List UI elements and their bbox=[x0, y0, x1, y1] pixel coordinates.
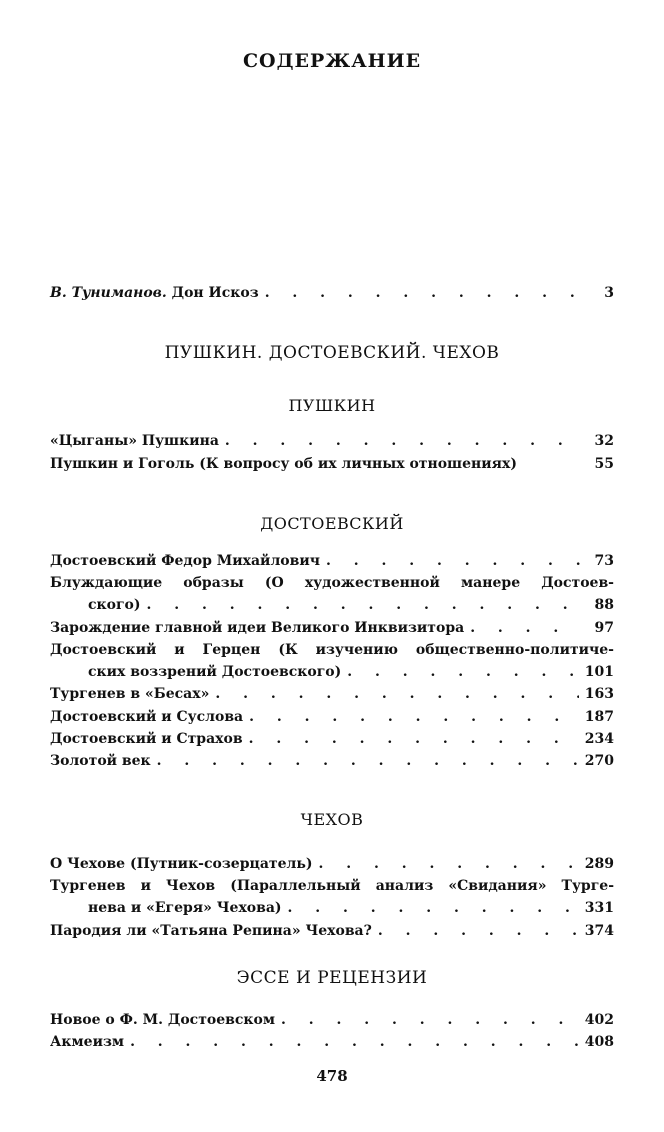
leader-dots bbox=[225, 430, 582, 452]
leader-dots bbox=[326, 550, 582, 572]
entry-page: 163 bbox=[584, 686, 614, 702]
entry-page: 402 bbox=[584, 1012, 614, 1028]
entry-title-line2: ских воззрений Достоевского) bbox=[88, 664, 342, 680]
entry-page: 408 bbox=[584, 1034, 614, 1050]
entry-page: 55 bbox=[594, 456, 614, 472]
toc-entry bbox=[50, 683, 614, 705]
page-number: 478 bbox=[316, 1067, 348, 1085]
entry-page: 270 bbox=[584, 753, 614, 769]
toc-entry-intro bbox=[50, 282, 614, 304]
toc-entry bbox=[50, 1009, 614, 1031]
entry-page: 88 bbox=[594, 597, 614, 613]
toc-entry bbox=[50, 617, 614, 639]
leader-dots bbox=[470, 617, 582, 639]
section-heading-essays: ЭССЕ И РЕЦЕНЗИИ bbox=[236, 968, 428, 988]
leader-dots bbox=[347, 661, 579, 683]
entry-title: Тургенев в «Бесах» bbox=[50, 686, 210, 702]
entry-page: 289 bbox=[584, 856, 614, 872]
entry-title-line1: Блуждающие образы (О художественной манере Достоев- bbox=[50, 575, 614, 591]
toc-entry bbox=[88, 897, 614, 919]
entry-title: Золотой век bbox=[50, 753, 151, 769]
entry-title: Пародия ли «Татьяна Репина» Чехова? bbox=[50, 923, 372, 939]
entry-page: 32 bbox=[594, 433, 614, 449]
entry-page: 97 bbox=[594, 620, 614, 636]
leader-dots bbox=[157, 750, 579, 772]
entry-title: Дон Искоз bbox=[171, 285, 259, 301]
leader-dots bbox=[265, 282, 582, 304]
page-title: СОДЕРЖАНИЕ bbox=[242, 50, 422, 72]
leader-dots bbox=[249, 728, 579, 750]
entry-page: 73 bbox=[594, 553, 614, 569]
toc-entry bbox=[50, 550, 614, 572]
toc-entry bbox=[50, 728, 614, 750]
leader-dots bbox=[147, 594, 582, 616]
entry-title: Новое о Ф. М. Достоевском bbox=[50, 1012, 275, 1028]
toc-entry bbox=[88, 594, 614, 616]
entry-author: В. Туниманов. bbox=[50, 285, 167, 301]
entry-title: «Цыганы» Пушкина bbox=[50, 433, 219, 449]
entry-page: 187 bbox=[584, 709, 614, 725]
part-title: ПУШКИН. ДОСТОЕВСКИЙ. ЧЕХОВ bbox=[164, 343, 500, 363]
toc-entry bbox=[50, 1031, 614, 1053]
entry-title: Достоевский Федор Михайлович bbox=[50, 553, 321, 569]
entry-title: Акмеизм bbox=[50, 1034, 125, 1050]
leader-dots bbox=[215, 683, 578, 705]
entry-title: Достоевский и Страхов bbox=[50, 731, 243, 747]
toc-entry bbox=[50, 750, 614, 772]
entry-title: О Чехове (Путник-созерцатель) bbox=[50, 856, 313, 872]
leader-dots bbox=[130, 1031, 579, 1053]
leader-dots bbox=[378, 920, 579, 942]
toc-entry bbox=[88, 661, 614, 683]
leader-dots bbox=[249, 706, 579, 728]
toc-entry bbox=[50, 853, 614, 875]
leader-dots bbox=[281, 1009, 579, 1031]
leader-dots bbox=[318, 853, 578, 875]
entry-title-line1: Тургенев и Чехов (Параллельный анализ «Свидания» Турге- bbox=[50, 878, 614, 894]
entry-page: 3 bbox=[604, 285, 614, 301]
toc-entry bbox=[50, 920, 614, 942]
section-heading-pushkin: ПУШКИН bbox=[288, 396, 376, 415]
leader-dots bbox=[288, 897, 579, 919]
entry-page: 234 bbox=[584, 731, 614, 747]
entry-page: 101 bbox=[584, 664, 614, 680]
entry-title: Зарождение главной идеи Великого Инквизитора bbox=[50, 620, 465, 636]
entry-page: 331 bbox=[584, 900, 614, 916]
entry-title-line1: Достоевский и Герцен (К изучению общественно-политиче- bbox=[50, 642, 614, 658]
entry-title: Пушкин и Гоголь (К вопросу об их личных отношениях) bbox=[50, 456, 517, 472]
entry-page: 374 bbox=[584, 923, 614, 939]
entry-title: Достоевский и Суслова bbox=[50, 709, 244, 725]
toc-entry bbox=[50, 430, 614, 452]
toc-entry bbox=[50, 453, 614, 475]
section-heading-dostoevsky: ДОСТОЕВСКИЙ bbox=[260, 514, 404, 533]
section-heading-chekhov: ЧЕХОВ bbox=[300, 810, 364, 829]
entry-title-line2: нева и «Егеря» Чехова) bbox=[88, 900, 282, 916]
entry-title-line2: ского) bbox=[88, 597, 141, 613]
toc-entry bbox=[50, 706, 614, 728]
